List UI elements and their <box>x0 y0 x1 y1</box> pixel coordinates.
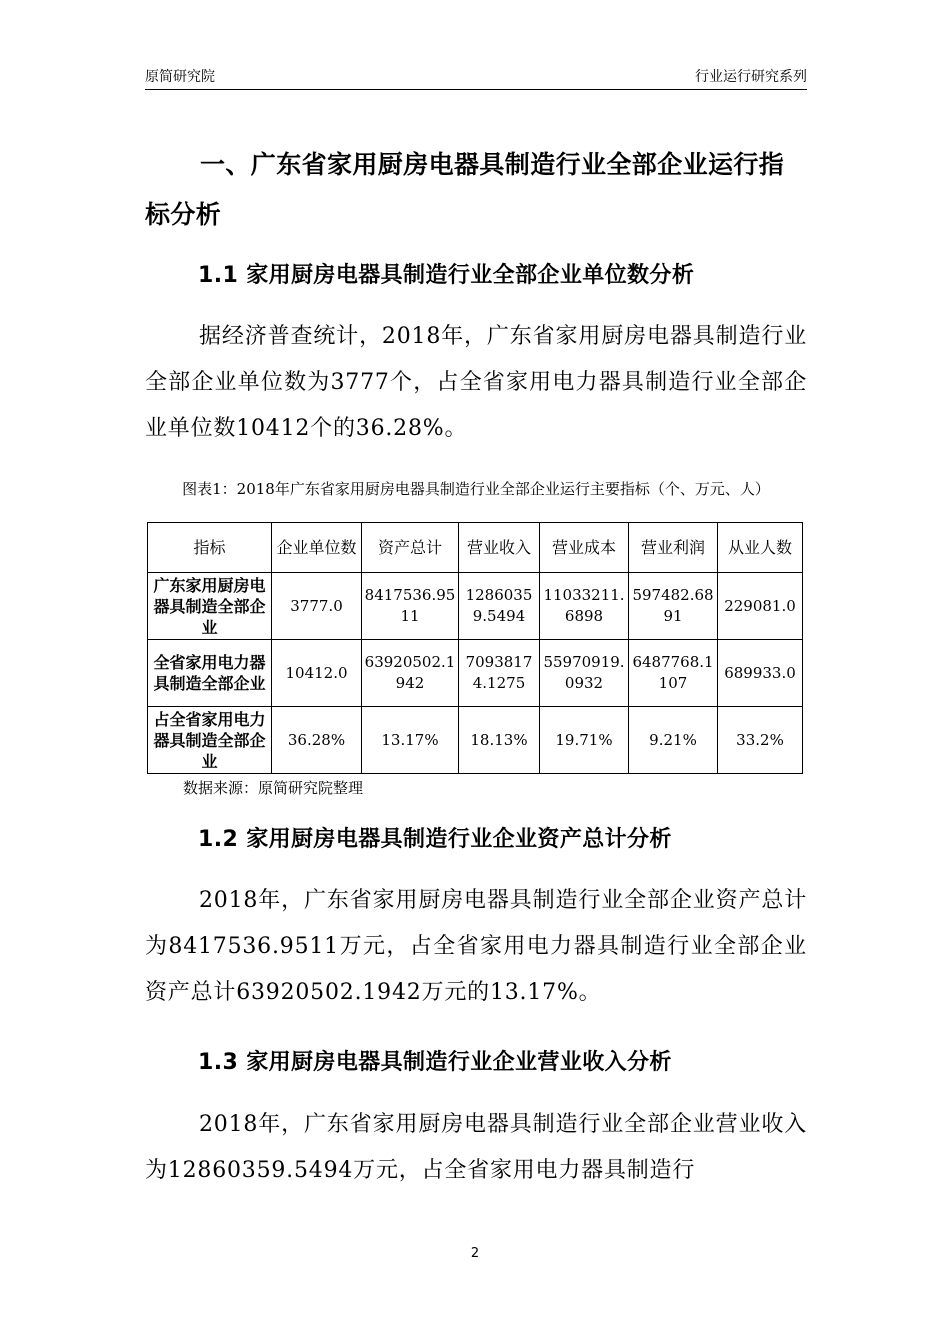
table-header-cell: 营业利润 <box>629 523 718 573</box>
section-1-3-title: 1.3 家用厨房电器具制造行业企业营业收入分析 <box>198 1050 672 1075</box>
table-cell: 55970919.0932 <box>540 640 629 707</box>
row-label: 广东家用厨房电器具制造全部企业 <box>148 573 272 640</box>
table-cell: 12860359.5494 <box>459 573 540 640</box>
section-1-1-title: 1.1 家用厨房电器具制造行业全部企业单位数分析 <box>198 263 695 288</box>
table-cell: 33.2% <box>718 707 803 774</box>
page-number: 2 <box>470 1246 480 1261</box>
table-cell: 36.28% <box>272 707 362 774</box>
table-header-cell: 资产总计 <box>362 523 459 573</box>
header-series-name: 行业运行研究系列 <box>695 69 807 85</box>
table-cell: 229081.0 <box>718 573 803 640</box>
chapter-heading: 一、广东省家用厨房电器具制造行业全部企业运行指标分析 <box>145 150 785 229</box>
table-cell: 3777.0 <box>272 573 362 640</box>
table-source-note: 数据来源：原简研究院整理 <box>183 779 364 797</box>
table-cell: 13.17% <box>362 707 459 774</box>
table-cell: 11033211.6898 <box>540 573 629 640</box>
table-cell: 70938174.1275 <box>459 640 540 707</box>
table-cell: 8417536.9511 <box>362 573 459 640</box>
table-row <box>148 573 803 640</box>
table-row <box>148 707 803 774</box>
section-1-2-body: 2018年，广东省家用厨房电器具制造行业全部企业资产总计为8417536.9511万元，占全省家用电力器具制造行业全部企业资产总计63920502.1942万元的13.17%。 <box>145 888 807 1005</box>
section-1-3-body: 2018年，广东省家用厨房电器具制造行业全部企业营业收入为12860359.5494万元，占全省家用电力器具制造行 <box>145 1112 807 1183</box>
page-header <box>145 66 807 90</box>
section-1-2-title: 1.2 家用厨房电器具制造行业企业资产总计分析 <box>198 827 672 852</box>
table-cell: 19.71% <box>540 707 629 774</box>
table-header-cell: 营业成本 <box>540 523 629 573</box>
table-cell: 6487768.1107 <box>629 640 718 707</box>
table-cell: 689933.0 <box>718 640 803 707</box>
table-header-cell: 指标 <box>148 523 272 573</box>
table-cell: 18.13% <box>459 707 540 774</box>
section-1-1-body: 据经济普查统计，2018年，广东省家用厨房电器具制造行业全部企业单位数为3777个，占全省家用电力器具制造行业全部企业单位数10412个的36.28%。 <box>145 324 807 441</box>
table-cell: 597482.6891 <box>629 573 718 640</box>
table-cell: 10412.0 <box>272 640 362 707</box>
table-header-cell: 从业人数 <box>718 523 803 573</box>
table-header-cell: 营业收入 <box>459 523 540 573</box>
table-cell: 9.21% <box>629 707 718 774</box>
table-caption: 图表1：2018年广东省家用厨房电器具制造行业全部企业运行主要指标（个、万元、人） <box>182 480 770 498</box>
row-label: 全省家用电力器具制造全部企业 <box>148 640 272 707</box>
table-header-cell: 企业单位数 <box>272 523 362 573</box>
header-org-name: 原简研究院 <box>145 69 215 85</box>
indicator-table <box>147 522 803 774</box>
table-cell: 63920502.1942 <box>362 640 459 707</box>
row-label: 占全省家用电力器具制造全部企业 <box>148 707 272 774</box>
table-row <box>148 640 803 707</box>
header-divider <box>145 89 807 90</box>
